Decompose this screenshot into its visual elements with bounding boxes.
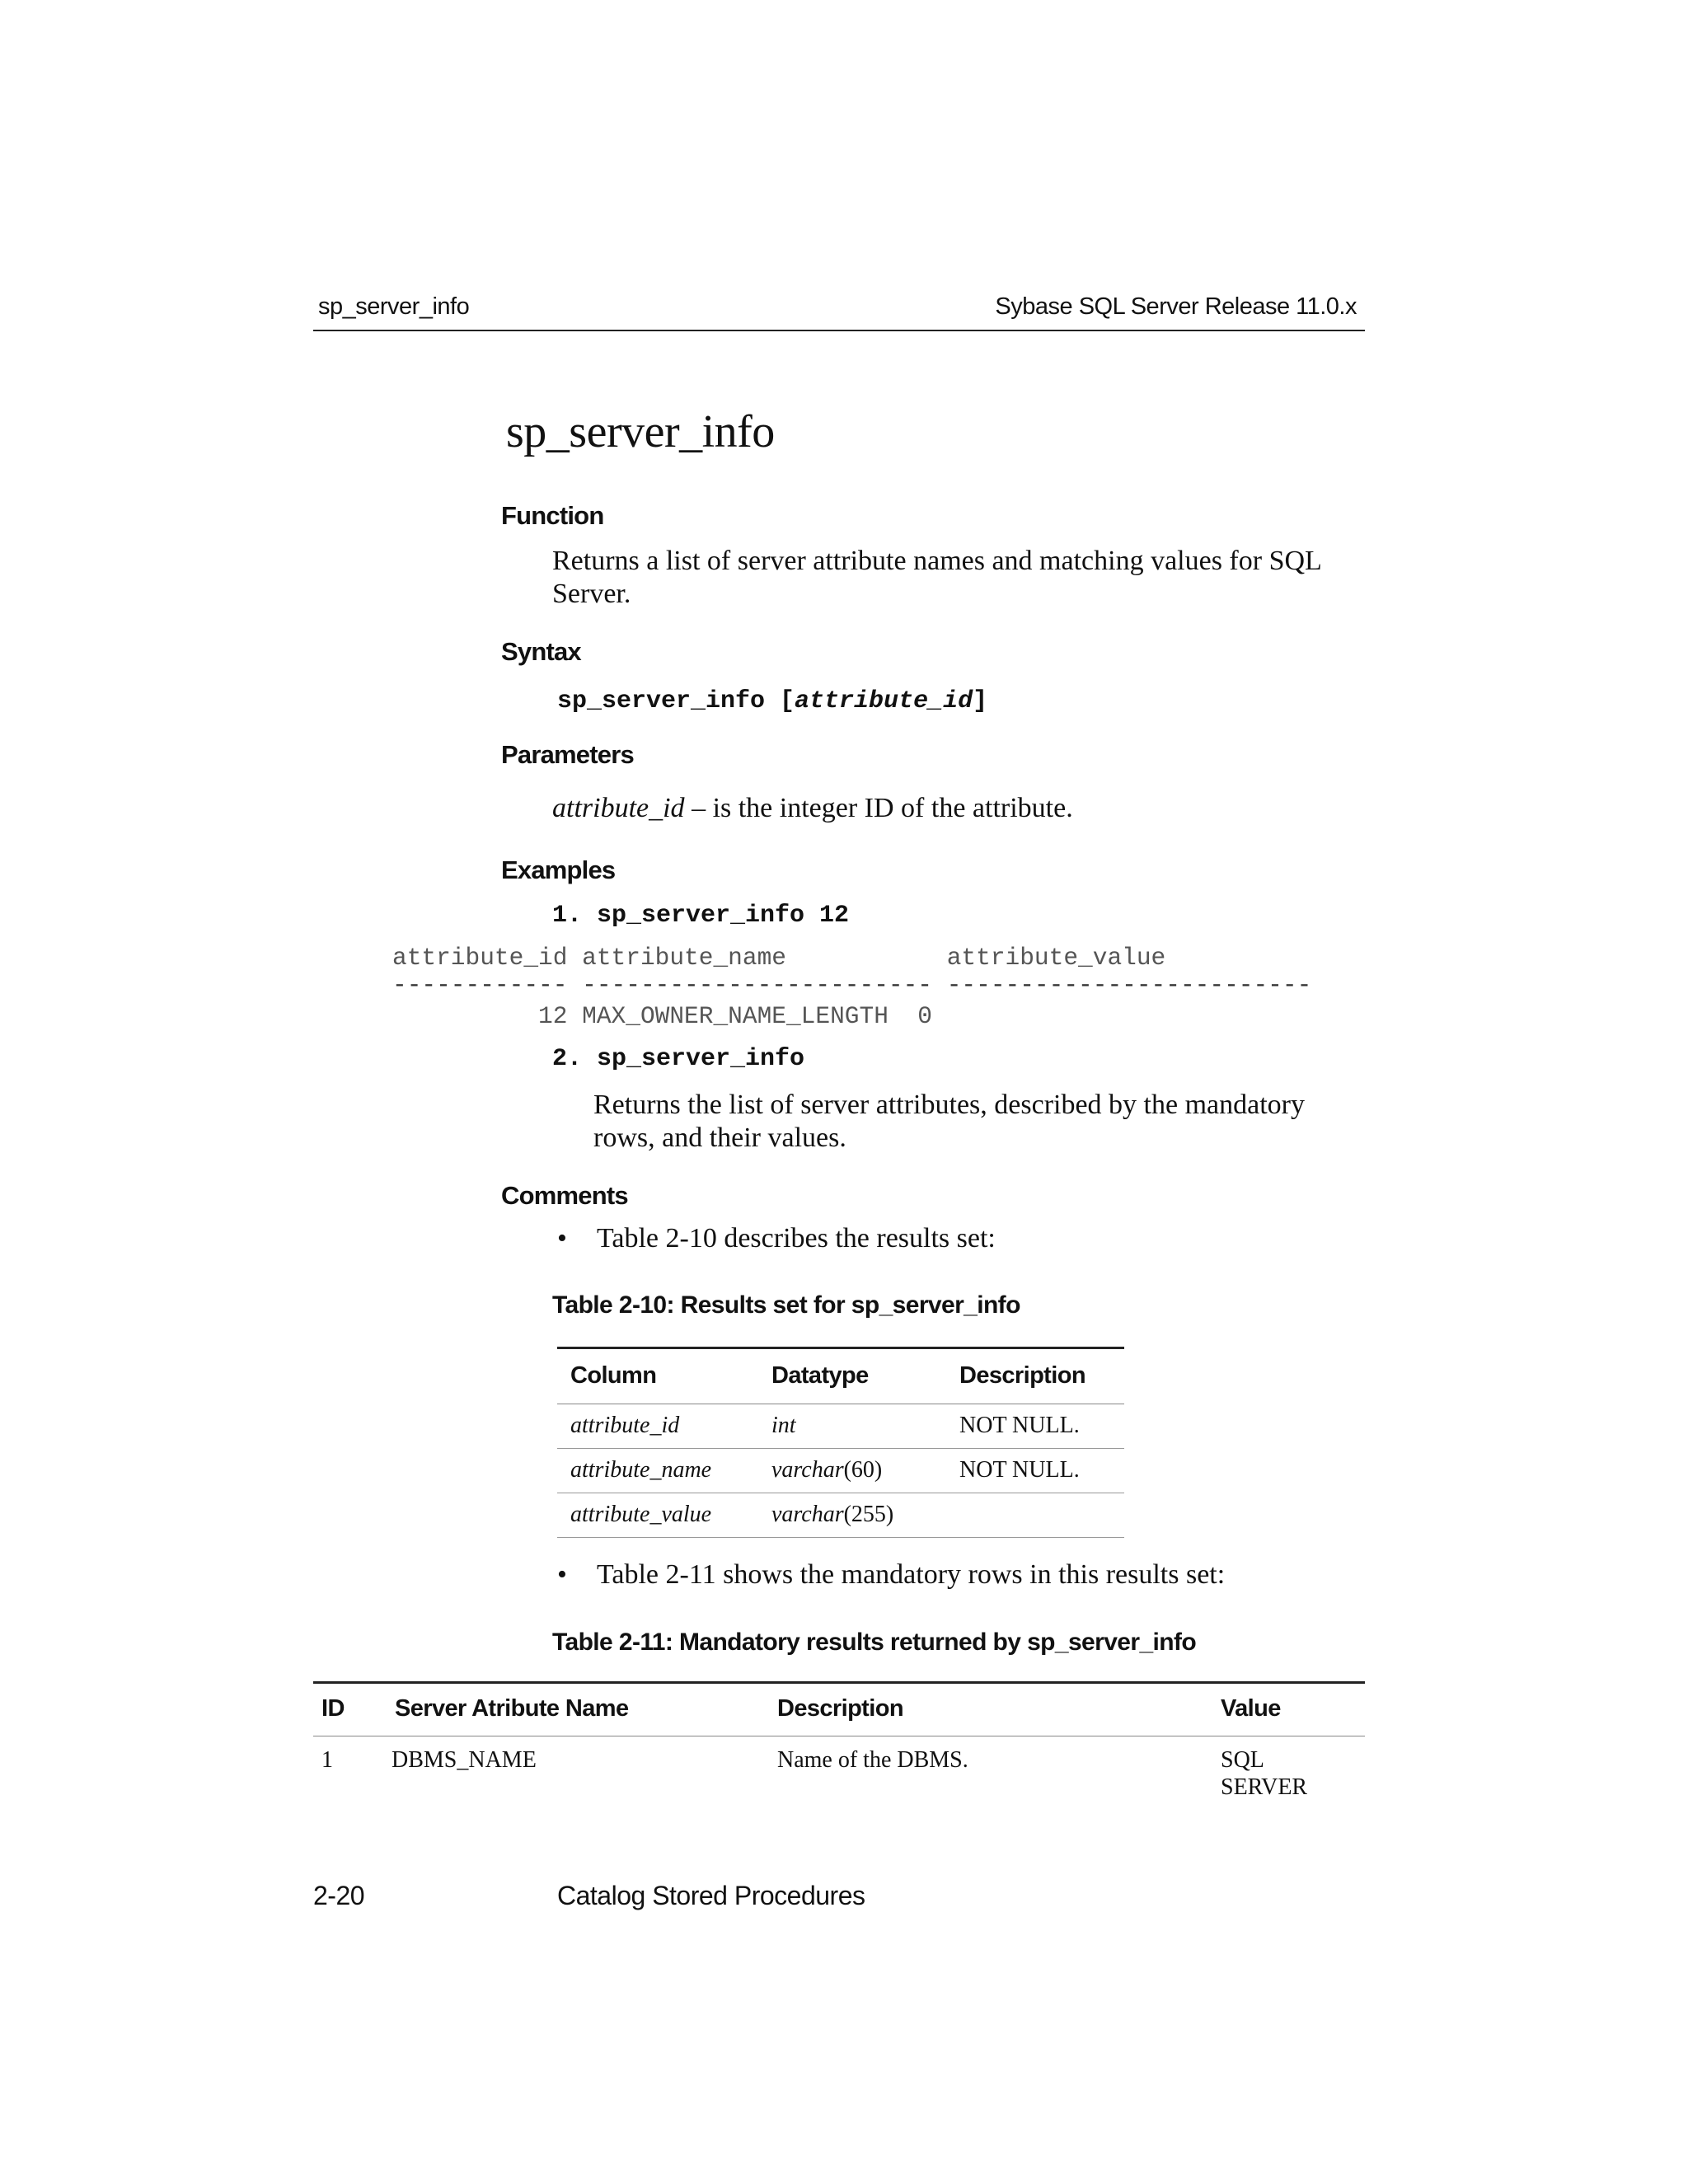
cell-attribute-name: DBMS_NAME xyxy=(392,1747,537,1773)
example-1-command: 1. sp_server_info 12 xyxy=(552,902,850,930)
footer-page-number: 2-20 xyxy=(313,1881,365,1910)
cell-description: NOT NULL. xyxy=(946,1404,1124,1449)
column-header-description: Description xyxy=(769,1683,1212,1736)
table-header-row xyxy=(557,1348,1124,1404)
cell-description: Name of the DBMS. xyxy=(777,1747,968,1773)
table-row xyxy=(557,1404,1124,1449)
syntax-line xyxy=(557,687,987,715)
cell-id: 1 xyxy=(321,1747,333,1773)
example-2-command: 2. sp_server_info xyxy=(552,1045,805,1073)
cell-column-name: attribute_value xyxy=(557,1493,758,1538)
table-2-10-caption: Table 2-10: Results set for sp_server_info xyxy=(552,1291,1020,1319)
column-header-column: Column xyxy=(557,1348,758,1404)
header-rule xyxy=(313,330,1365,331)
column-header-description: Description xyxy=(946,1348,1124,1404)
table-row xyxy=(557,1493,1124,1538)
cell-column-name: attribute_id xyxy=(557,1404,758,1449)
syntax-command: sp_server_info [ xyxy=(557,687,795,715)
cell-column-name: attribute_name xyxy=(557,1449,758,1493)
table-2-11-caption: Table 2-11: Mandatory results returned by sp_server_info xyxy=(552,1629,1197,1656)
datatype-name: int xyxy=(771,1413,796,1438)
footer-chapter-title: Catalog Stored Procedures xyxy=(557,1881,865,1910)
parameter-entry xyxy=(552,792,1073,825)
datatype-name: varchar xyxy=(771,1502,844,1527)
cell-description: NOT NULL. xyxy=(946,1449,1124,1493)
page-title: sp_server_info xyxy=(506,406,775,457)
column-header-id: ID xyxy=(313,1683,383,1736)
header-product-release: Sybase SQL Server Release 11.0.x xyxy=(995,293,1357,320)
parameters-heading: Parameters xyxy=(501,740,634,769)
running-header xyxy=(313,293,1365,326)
value-line-2: SERVER xyxy=(1221,1774,1308,1800)
table-row xyxy=(557,1449,1124,1493)
bullet-1-text: Table 2-10 describes the results set: xyxy=(597,1223,996,1254)
bullet-1-glyph: • xyxy=(557,1223,567,1254)
function-text-line-1: Returns a list of server attribute names and matching values for SQL xyxy=(552,546,1322,576)
bullet-2-glyph: • xyxy=(557,1559,567,1590)
column-header-value: Value xyxy=(1212,1683,1365,1736)
example-2-text-line-1: Returns the list of server attributes, described by the mandatory xyxy=(593,1090,1305,1120)
syntax-parameter: attribute_id xyxy=(795,687,973,715)
example-1-output-header: attribute_id attribute_name attribute_value xyxy=(392,944,1166,972)
column-header-server-attribute-name: Server Atribute Name xyxy=(383,1683,769,1736)
column-header-datatype: Datatype xyxy=(758,1348,946,1404)
parameter-description: – is the integer ID of the attribute. xyxy=(684,793,1073,823)
cell-datatype xyxy=(758,1493,946,1538)
examples-heading: Examples xyxy=(501,855,616,884)
table-header-row xyxy=(313,1683,1365,1736)
table-2-10 xyxy=(557,1347,1124,1538)
syntax-close-bracket: ] xyxy=(973,687,988,715)
syntax-heading: Syntax xyxy=(501,637,581,666)
function-description xyxy=(552,545,1322,611)
function-text-line-2: Server. xyxy=(552,579,631,609)
cell-value xyxy=(1212,1736,1365,1811)
example-1-output-rule: ------------ ------------------------ ------------------------- xyxy=(392,971,1312,999)
header-section-name: sp_server_info xyxy=(318,293,470,320)
example-1-output-row: 12 MAX_OWNER_NAME_LENGTH 0 xyxy=(392,1002,933,1030)
value-line-1: SQL xyxy=(1221,1747,1264,1773)
cell-description xyxy=(946,1493,1124,1538)
table-2-11 xyxy=(313,1681,1365,1811)
table-row xyxy=(313,1736,1365,1811)
comments-heading: Comments xyxy=(501,1181,628,1210)
datatype-size: (255) xyxy=(843,1502,894,1527)
example-2-text-line-2: rows, and their values. xyxy=(593,1122,846,1153)
datatype-name: varchar xyxy=(771,1457,844,1483)
parameter-name: attribute_id xyxy=(552,793,685,823)
example-2-description xyxy=(593,1089,1305,1155)
bullet-2-text: Table 2-11 shows the mandatory rows in this results set: xyxy=(597,1559,1226,1590)
cell-datatype xyxy=(758,1404,946,1449)
datatype-size: (60) xyxy=(843,1457,883,1483)
cell-datatype xyxy=(758,1449,946,1493)
function-heading: Function xyxy=(501,501,604,530)
